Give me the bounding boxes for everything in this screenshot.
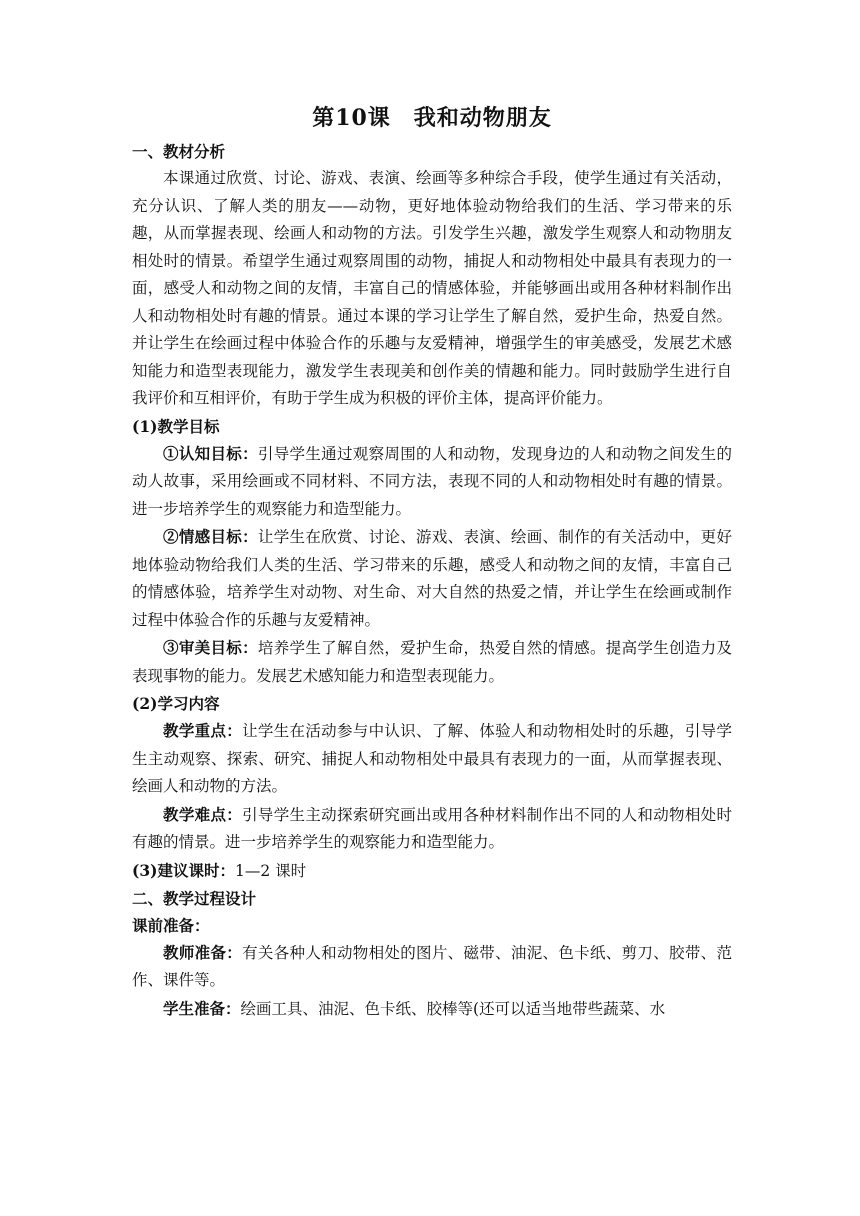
student-prep-paragraph [132,995,732,1024]
class-hours-value: 1—2 课时 [234,861,307,880]
goals-heading: (1)教学目标 [132,416,220,436]
key-point-paragraph [132,717,732,801]
aesthetic-goal-paragraph [132,634,732,690]
difficulty-label: 教学难点： [163,804,243,824]
class-hours-line [132,857,732,885]
difficulty-paragraph [132,801,732,857]
section-heading-process: 二、教学过程设计 [132,888,257,908]
aesthetic-goal-text: 培养学生了解自然，爱护生命，热爱自然的情感。提高学生创造力及表现事物的能力。发展艺术感知能力和造型表现能力。 [132,639,732,685]
analysis-paragraph: 本课通过欣赏、讨论、游戏、表演、绘画等多种综合手段，使学生通过有关活动，充分认识、了解人类的朋友——动物，更好地体验动物给我们的生活、学习带来的乐趣，从而掌握表现、绘画人和动物的方法。引发学生兴趣，激发学生观察人和动物朋友相处时的情景。希望学生通过观察周围的动物，捕捉人和动物相处中最具有表现力的一面，感受人和动物之间的友情，丰富自己的情感体验，并能够画出或用各种材料制作出人和动物相处时有趣的情景。通过本课的学习让学生了解自然，爱护生命，热爱自然。并让学生在绘画过程中体验合作的乐趣与友爱精神，增强学生的审美感受，发展艺术感知能力和造型表现能力，激发学生表现美和创作美的情趣和能力。同时鼓励学生进行自我评价和互相评价，有助于学生成为积极的评价主体，提高评价能力。 [132,169,732,407]
emotion-goal-text: 让学生在欣赏、讨论、游戏、表演、绘画、制作的有关活动中，更好地体验动物给我们人类的生活、学习带来的乐趣，感受人和动物之间的友情，丰富自己的情感体验，培养学生对动物、对生命、对大自然的热爱之情，并让学生在绘画或制作过程中体验合作的乐趣与友爱精神。 [132,528,732,629]
student-prep-label: 学生准备： [163,998,241,1018]
cognitive-goal-paragraph [132,440,732,524]
key-point-text: 让学生在活动参与中认识、了解、体验人和动物相处时的乐趣，引导学生主动观察、探索、研究、捕捉人和动物相处中最具有表现力的一面，从而掌握表现、绘画人和动物的方法。 [132,722,732,795]
teacher-prep-paragraph [132,939,732,995]
student-prep-text: 绘画工具、油泥、色卡纸、胶棒等(还可以适当地带些蔬菜、水 [240,999,666,1018]
cognitive-goal-label: ①认知目标： [163,443,258,463]
difficulty-text: 引导学生主动探索研究画出或用各种材料制作出不同的人和动物相处时有趣的情景。进一步培养学生的观察能力和造型能力。 [132,805,732,851]
section-heading-analysis: 一、教材分析 [132,142,226,161]
aesthetic-goal-label: ③审美目标： [163,638,258,657]
lesson-title: 第10课 我和动物朋友 [312,105,552,131]
teacher-prep-text: 有关各种人和动物相处的图片、磁带、油泥、色卡纸、剪刀、胶带、范作、课件等。 [132,943,732,989]
preparation-heading: 课前准备： [132,915,210,935]
content-heading: (2)学习内容 [132,694,220,713]
emotion-goal-label: ②情感目标： [163,527,258,546]
teacher-prep-label: 教师准备： [163,942,243,962]
key-point-label: 教学重点： [163,721,243,740]
emotion-goal-paragraph [132,523,732,634]
class-hours-label: (3)建议课时： [132,860,235,880]
cognitive-goal-text: 引导学生通过观察周围的人和动物，发现身边的人和动物之间发生的动人故事，采用绘画或不同材料、不同方法，表现不同的人和动物相处时有趣的情景。进一步培养学生的观察能力和造型能力。 [132,444,732,518]
document-page [132,100,732,1023]
